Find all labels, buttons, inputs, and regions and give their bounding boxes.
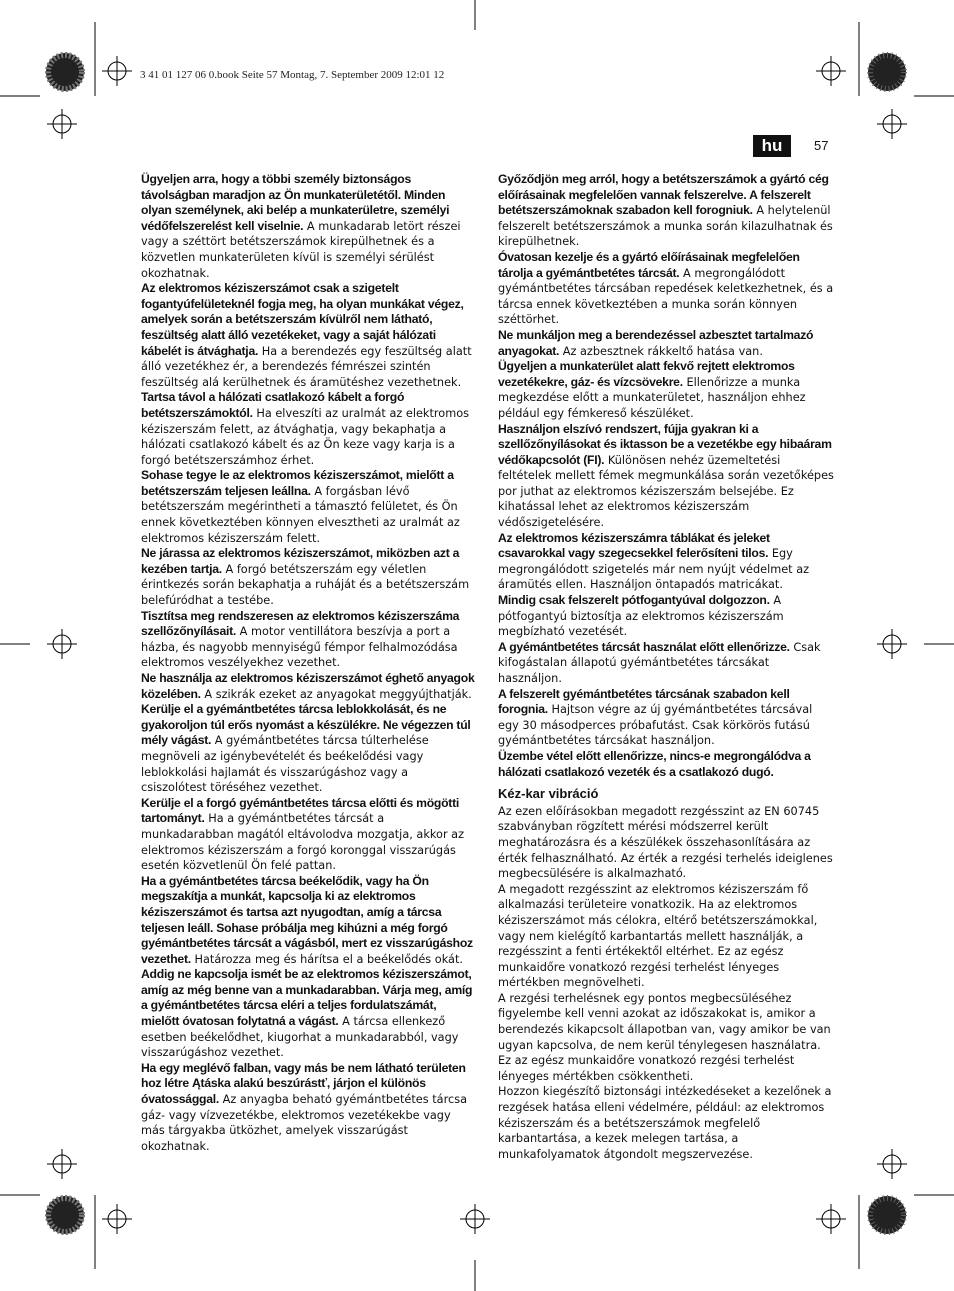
registration-target-icon: [877, 109, 907, 139]
paragraph-lead: Ha a gyémántbetétes tárcsa beékelődik, vagy ha Ön megszakítja a munkát, kapcsolja ki az elektromos kéziszerszámot és tartsa azt nyugodtan, amíg a tárcsa teljesen leáll. Sohase próbálja meg kihúzni a még forgó gyémántbetétes tárcsát a vágásból, mert ez visszarúgáshoz vezethet.: [141, 873, 473, 966]
paragraph-body: A munkadarab letört részei vagy a széttört betétszerszámok kirepülhetnek és a közvetlen munkaterületen kívül is személyi sérülést okozhatnak.: [141, 219, 461, 280]
paragraph-body: Az anyagba beható gyémántbetétes tárcsa gáz- vagy vízvezetékbe, elektromos vezetékekbe vagy más tárgyakba ütközhet, amelyek visszarúgást okozhatnak.: [141, 1093, 467, 1153]
safety-paragraph: [141, 671, 477, 702]
safety-paragraph: [141, 390, 477, 468]
safety-paragraph: [141, 967, 477, 1061]
color-wheel-icon: [868, 1196, 906, 1234]
paragraph-lead: Győződjön meg arról, hogy a betétszerszámok a gyártó cég előírásainak megfelelően vannak felszerelve. A felszerelt betétszerszámoknak szabadon kell forogniuk.: [498, 172, 829, 218]
page-number: 57: [814, 138, 829, 153]
paragraph-lead: Sohase tegye le az elektromos kéziszerszámot, mielőtt a betétszerszám teljesen leállna.: [141, 468, 454, 498]
paragraph-lead: Ügyeljen arra, hogy a többi személy biztonságos távolságban maradjon az Ön munkaterületétől. Minden olyan személynek, aki belép a munkaterületre, személyi védőfelszerelést kell viselnie.: [141, 172, 450, 233]
registration-target-icon: [47, 629, 77, 659]
paragraph-lead: Óvatosan kezelje és a gyártó előírásainak megfelelően tárolja a gyémántbetétes tárcsát.: [498, 249, 800, 280]
paragraph-lead: Az elektromos kéziszerszámra táblákat és jeleket csavarokkal vagy szegecsekkel felerősíteni tilos.: [498, 530, 770, 561]
paragraph-lead: Addig ne kapcsolja ismét be az elektromos kéziszerszámot, amíg az még benne van a munkadarabban. Várja meg, amíg a gyémántbetétes tárcsa eléri a teljes fordulatszámát, mielőtt óvatosan folytatná a vágást.: [141, 967, 473, 1029]
paragraph-lead: A gyémántbetétes tárcsát használat előtt ellenőrizze.: [498, 639, 790, 654]
color-wheel-icon: [46, 53, 84, 91]
vibration-paragraph: Az ezen előírásokban megadott rezgésszint az EN 60745 szabványban rögzített mérési módszerrel került meghatározásra és a készülékek összehasonlítására az érték felhasználható. Az érték a rezgési terhelés ideiglenes megbecsülésére is alkalmazható.: [498, 804, 833, 881]
paragraph-lead: A felszerelt gyémántbetétes tárcsának szabadon kell forognia.: [498, 686, 790, 717]
paragraph-lead: Ne járassa az elektromos kéziszerszámot, miközben azt a kezében tartja.: [141, 546, 460, 576]
right-column: [498, 172, 834, 1162]
color-wheel-icon: [868, 53, 906, 91]
paragraph-body: Az azbesztnek rákkeltő hatása van.: [559, 344, 763, 358]
print-header: 3 41 01 127 06 0.book Seite 57 Montag, 7. September 2009 12:01 12: [140, 69, 445, 81]
registration-target-icon: [460, 1204, 490, 1234]
safety-paragraph: [498, 687, 834, 749]
paragraph-lead: Ügyeljen a munkaterület alatt fekvő rejtett elektromos vezetékekre, gáz- és vízcsövekre.: [498, 359, 795, 389]
paragraph-body: A gyémántbetétes tárcsa túlterhelése megnöveli az igénybevételét és beékelődési vagy leblokkolási hajlamát és visszarúgáshoz vagy a csiszolótest töréséhez vezethet.: [141, 734, 429, 795]
safety-paragraph: [498, 531, 834, 593]
safety-paragraph: [141, 281, 477, 390]
paragraph-body: Határozza meg és hárítsa el a beékelődés okát.: [190, 952, 463, 966]
paragraph-body: A motor ventillátora beszívja a port a házba, és nagyobb mennyiségű fémpor felhalmozódása elektromos veszélyekhez vezethet.: [141, 625, 458, 670]
paragraph-body: A szikrák ezeket az anyagokat meggyújthatják.: [200, 687, 472, 701]
registration-target-icon: [816, 1204, 846, 1234]
vibration-paragraph: A megadott rezgésszint az elektromos kéziszerszám fő alkalmazási területeire vonatkozik. Ha az elektromos kéziszerszámot más célokra, eltérő betétszerszámokkal, vagy nem kielégítő karbantartás mellett használják, a rezgésszint a fenti értékektől eltérhet. Ez az egész munkaidőre vonatkozó rezgési terhelést lényeges mértékben megnövelheti.: [498, 882, 818, 990]
paragraph-body: A forgó betétszerszám egy véletlen érintkezés során bekaphatja a ruháját és a betétszerszám belefúródhat a testébe.: [141, 562, 470, 608]
paragraph-lead: Ne használja az elektromos kéziszerszámot éghető anyagok közelében.: [141, 671, 475, 701]
registration-target-icon: [877, 629, 907, 659]
paragraph-lead: Tisztítsa meg rendszeresen az elektromos kéziszerszáma szellőzőnyílásait.: [141, 608, 460, 639]
safety-paragraph: [498, 172, 834, 250]
registration-target-icon: [102, 1204, 132, 1234]
paragraph-body: Ha a gyémántbetétes tárcsát a munkadarabban magától eltávolodva mozgatja, akkor az elektromos kéziszerszám a forgó koronggal visszarúgás esetén közvetlenül Ön felé pattan.: [141, 812, 465, 873]
paragraph-lead: Kerülje el a forgó gyémántbetétes tárcsa előtti és mögötti tartományt.: [141, 795, 460, 826]
safety-paragraph: [141, 1061, 477, 1155]
paragraph-body: Csak kifogástalan állapotú gyémántbetétes tárcsákat használjon.: [498, 640, 821, 685]
left-column: [141, 172, 477, 1154]
color-wheel-icon: [46, 1196, 84, 1234]
registration-target-icon: [877, 1149, 907, 1179]
language-badge: hu: [753, 135, 791, 157]
safety-paragraph: [498, 250, 834, 328]
paragraph-body: Különösen nehéz üzemeltetési feltételek mellett fémek megmunkálása során vezetőképes por juthat az elektromos kéziszerszám belsejébe. Ez kihatással lehet az elektromos kéziszerszám védőszigetelésére.: [498, 453, 834, 530]
safety-paragraph: [141, 874, 477, 968]
safety-paragraph: [498, 422, 834, 531]
registration-target-icon: [102, 56, 132, 86]
safety-paragraph: [498, 640, 834, 687]
safety-paragraph: [498, 359, 834, 421]
paragraph-lead: Ha egy meglévő falban, vagy más be nem látható területen hoz létre Ątáska alakú beszúrástť, járjon el különös óvatossággal.: [141, 1060, 466, 1107]
paragraph-body: Ellenőrizze a munka megkezdése előtt a munkaterületet, használjon ehhez például egy fémkereső készüléket.: [498, 375, 806, 420]
vibration-section: [498, 804, 834, 1163]
safety-paragraph: [141, 702, 477, 796]
safety-paragraph: [141, 468, 477, 546]
safety-paragraph: [141, 796, 477, 874]
paragraph-body: A helytelenül felszerelt betétszerszámok a munka során kilazulhatnak és kirepülhetnek.: [498, 204, 833, 249]
registration-target-icon: [47, 109, 77, 139]
safety-paragraph: [498, 593, 834, 640]
paragraph-body: Ha elveszíti az uralmát az elektromos kéziszerszám felett, az átvághatja, vagy bekaphatja a hálózati csatlakozó kábelt és az Ön keze vagy karja is a forgó betétszerszámhoz érhet.: [141, 406, 470, 467]
paragraph-body: A tárcsa ellenkező esetben beékelődhet, kiugorhat a munkadarabból, vagy visszarúgáshoz vezethet.: [141, 1015, 459, 1060]
paragraph-lead: Az elektromos kéziszerszámot csak a szigetelt fogantyúfelületeknél fogja meg, ha olyan munkákat végez, amelyek során a betétszerszám kívülről nem látható, feszültség alatt álló vezetékeket, vagy a saját hálózati kábelét is átvághatja.: [141, 281, 464, 358]
paragraph-body: Hajtson végre az új gyémántbetétes tárcsával egy 30 másodperces próbafutást. Csak körkörös futású gyémántbetétes tárcsákat használjon.: [498, 703, 813, 748]
paragraph-lead: Tartsa távol a hálózati csatlakozó kábelt a forgó betétszerszámoktól.: [141, 390, 405, 420]
vibration-paragraph: A rezgési terhelésnek egy pontos megbecsüléséhez figyelembe kell venni azokat az időszakokat is, amikor a berendezés kikapcsolt állapotban van, vagy amikor be van ugyan kapcsolva, de nem kerül ténylegesen használatra. Ez az egész munkaidőre vonatkozó rezgési terhelést lényeges mértékben csökkentheti.: [498, 991, 831, 1083]
safety-paragraph: [141, 172, 477, 281]
paragraph-body: A megrongálódott gyémántbetétes tárcsában repedések keletkezhetnek, és a tárcsa ennek következtében a munka során könnyen széttörhet.: [498, 266, 834, 327]
vibration-paragraph: Hozzon kiegészítő biztonsági intézkedéseket a kezelőnek a rezgések hatása elleni védelmére, például: az elektromos kéziszerszám és a betétszerszámok megfelelő karbantartása, a kezek melegen tartása, a munkafolyamatok átgondolt megszervezése.: [498, 1085, 832, 1161]
safety-instructions-right: [498, 172, 834, 780]
vibration-heading: Kéz-kar vibráció: [498, 786, 599, 802]
safety-paragraph: [141, 546, 477, 608]
paragraph-lead: Ne munkáljon meg a berendezéssel azbesztet tartalmazó anyagokat.: [498, 327, 814, 358]
paragraph-lead: Mindig csak felszerelt pótfogantyúval dolgozzon.: [498, 593, 770, 608]
paragraph-body: A pótfogantyú biztosítja az elektromos kéziszerszám megbízható vezetését.: [498, 594, 784, 639]
safety-paragraph: [141, 609, 477, 671]
paragraph-lead: Kerülje el a gyémántbetétes tárcsa leblokkolását, és ne gyakoroljon túl erős nyomást a készülékre. Ne végezzen túl mély vágást.: [141, 702, 471, 748]
registration-target-icon: [47, 1149, 77, 1179]
safety-paragraph: [498, 328, 834, 359]
paragraph-body: A forgásban lévő betétszerszám megérintheti a támasztó felületet, és Ön ennek következtében könnyen elvesztheti az uralmát az elektromos kéziszerszám felett.: [141, 484, 460, 545]
paragraph-lead: Használjon elszívó rendszert, fújja gyakran ki a szellőzőnyílásokat és iktasson be a vezetékbe egy hibaáram védőkapcsolót (FI).: [498, 421, 832, 467]
paragraph-body: Ha a berendezés egy feszültség alatt álló vezetékhez ér, a berendezés fémrészei szintén feszültség alá kerülhetnek és áramütéshez vezethetnek.: [141, 344, 472, 389]
safety-paragraph: [498, 749, 834, 780]
registration-target-icon: [816, 56, 846, 86]
paragraph-lead: Üzembe vétel előtt ellenőrizze, nincs-e megrongálódva a hálózati csatlakozó vezeték és a csatlakozó dugó.: [498, 748, 811, 779]
paragraph-body: Egy megrongálódott szigetelés már nem nyújt védelmet az áramütés ellen. Használjon öntapadós matricákat.: [498, 547, 810, 592]
